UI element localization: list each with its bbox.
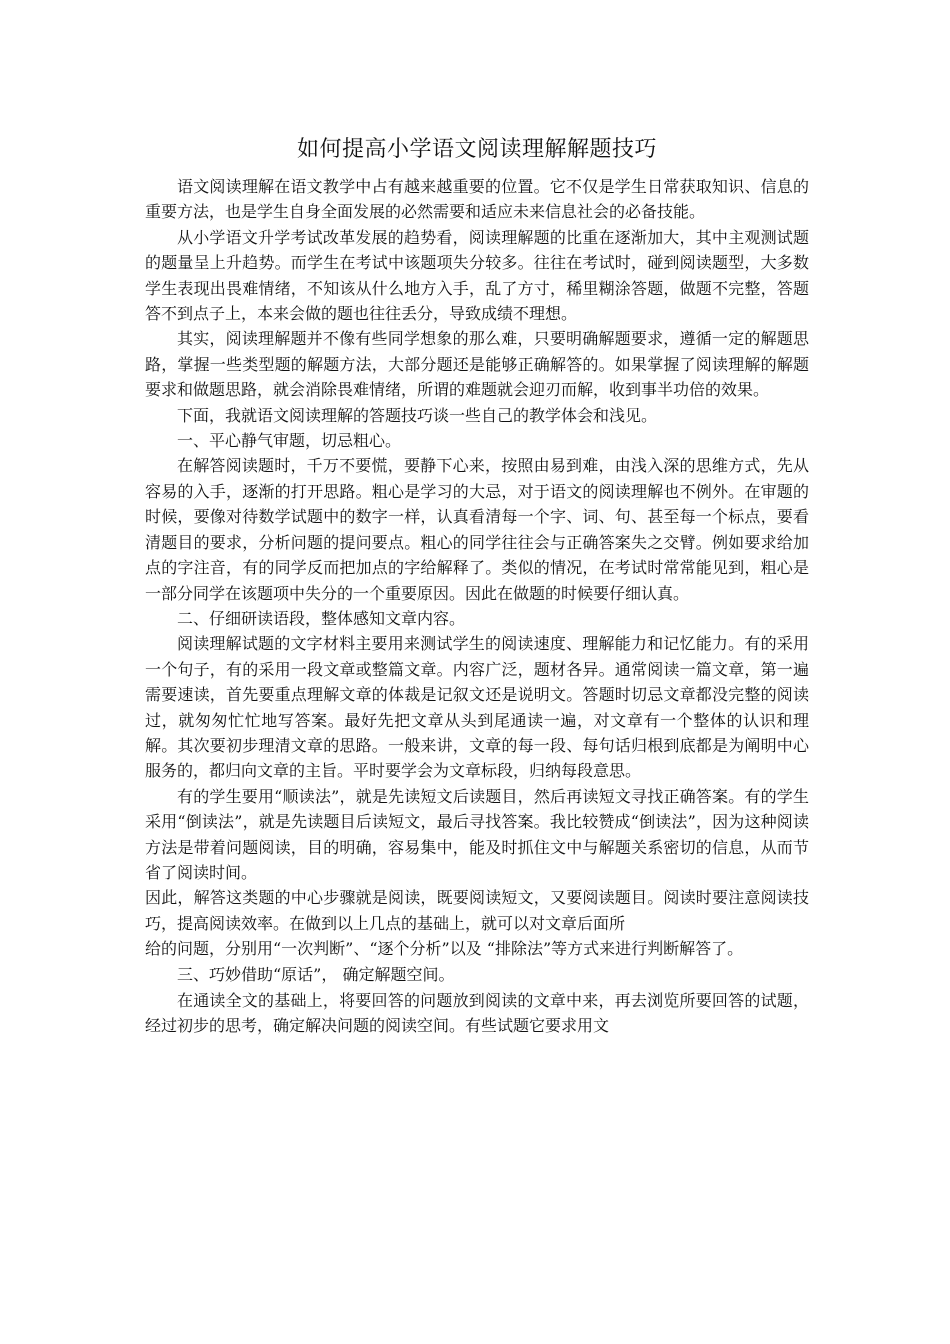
document-title: 如何提高小学语文阅读理解解题技巧 (296, 137, 657, 162)
paragraph-exam-trend: 从小学语文升学考试改革发展的趋势看，阅读理解题的比重在逐渐加大，其中主观测试题的题量呈上升趋势。而学生在考试中该题项失分较多。往往在考试时，碰到阅读题型，大多数学生表现出畏难情绪，不知该从什么地方入手，乱了方寸，稀里糊涂答题，做题不完整，答题答不到点子上，本来会做的题也往往丢分，导致成绩不理想。 (145, 227, 809, 324)
paragraph-reading-material: 阅读理解试题的文字材料主要用来测试学生的阅读速度、理解能力和记忆能力。有的采用一个句子，有的采用一段文章或整篇文章。内容广泛，题材各异。通常阅读一篇文章，第一遍需要速读，首先要重点理解文章的体裁是记叙文还是说明文。答题时切忌文章都没完整的阅读过，就匆匆忙忙地写答案。最好先把文章从头到尾通读一遍，对文章有一个整体的认识和理解。其次要初步理清文章的思路。一般来讲，文章的每一段、每句话归根到底都是为阐明中心服务的，都归向文章的主旨。平时要学会为文章标段，归纳每段意思。 (145, 634, 809, 781)
section-heading-2: 二、仔细研读语段，整体感知文章内容。 (177, 608, 466, 628)
section-heading-3: 三、巧妙借助“原话”， 确定解题空间。 (177, 965, 455, 985)
paragraph-judgment-methods: 给的问题，分别用“一次判断”、“逐个分析”以及 “排除法”等方式来进行判断解答了。 (145, 939, 744, 959)
paragraph-central-step: 因此，解答这类题的中心步骤就是阅读，既要阅读短文，又要阅读题目。阅读时要注意阅读技巧，提高阅读效率。在做到以上几点的基础上，就可以对文章后面所 (145, 888, 809, 933)
paragraph-reading-space: 在通读全文的基础上，将要回答的问题放到阅读的文章中来，再去浏览所要回答的试题，经过初步的思考，确定解决问题的阅读空间。有些试题它要求用文 (145, 990, 809, 1035)
paragraph-careful-reading: 在解答阅读题时，千万不要慌，要静下心来，按照由易到难，由浅入深的思维方式，先从容易的入手，逐渐的打开思路。粗心是学习的大忌，对于语文的阅读理解也不例外。在审题的时候，要像对待数学试题中的数字一样，认真看清每一个字、词、句、甚至每一个标点，要看清题目的要求，分析问题的提问要点。粗心的同学往往会与正确答案失之交臂。例如要求给加点的字注音，有的同学反而把加点的字给解释了。类似的情况，在考试时常常能见到，粗心是一部分同学在该题项中失分的一个重要原因。因此在做题的时候要仔细认真。 (145, 456, 809, 603)
document-body (145, 134, 809, 1038)
paragraph-not-difficult: 其实，阅读理解题并不像有些同学想象的那么难，只要明确解题要求，遵循一定的解题思路，掌握一些类型题的解题方法，大部分题还是能够正确解答的。如果掌握了阅读理解的解题要求和做题思路，就会消除畏难情绪，所谓的难题就会迎刃而解，收到事半功倍的效果。 (145, 329, 809, 400)
paragraph-overview: 下面，我就语文阅读理解的答题技巧谈一些自己的教学体会和浅见。 (177, 405, 658, 425)
paragraph-reading-methods: 有的学生要用“顺读法”，就是先读短文后读题目，然后再读短文寻找正确答案。有的学生采用“倒读法”，就是先读题目后读短文，最后寻找答案。我比较赞成“倒读法”，因为这种阅读方法是带着问题阅读，目的明确，容易集中，能及时抓住文中与解题关系密切的信息，从而节省了阅读时间。 (145, 786, 809, 882)
section-heading-1: 一、平心静气审题，切忌粗心。 (177, 431, 402, 451)
paragraph-intro: 语文阅读理解在语文教学中占有越来越重要的位置。它不仅是学生日常获取知识、信息的重要方法，也是学生自身全面发展的必然需要和适应未来信息社会的必备技能。 (145, 177, 809, 222)
